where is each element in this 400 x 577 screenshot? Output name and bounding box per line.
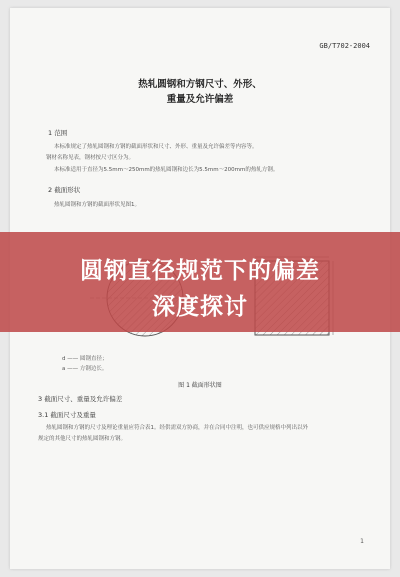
banner-title-line-1: 圆钢直径规范下的偏差 [80,258,320,284]
legend-d: d —— 圆钢直径； [62,356,108,362]
section-3-heading: 3 截面尺寸、重量及允许偏差 [38,395,123,403]
section-3-1-line: 规定的其他尺寸的热轧圆钢和方钢。 [38,436,127,442]
section-1-line: 本标准适用于直径为5.5mm～250mm的热轧圆钢和边长为5.5mm～200mm的热轧方钢。 [54,167,279,173]
section-2-line: 热轧圆钢和方钢的截面形状见图1。 [54,202,141,208]
section-1-line: 本标准规定了热轧圆钢和方钢的截面形状和尺寸、外形、重量及允许偏差等内容等。 [54,144,258,150]
document-title-line-2: 重量及允许偏差 [166,94,234,105]
section-3-1-heading: 3.1 截面尺寸及重量 [38,411,96,419]
section-3-1-line: 热轧圆钢和方钢的尺寸及理论重量应符合表1。经供需双方协商，并在合同中注明，也可供应规格中列出以外 [46,425,309,431]
document-title-line-1: 热轧圆钢和方钢尺寸、外形、 [138,79,262,90]
standard-code: GB/T702-2004 [319,42,370,50]
legend-a: a —— 方钢边长。 [62,366,108,372]
page-number: 1 [360,538,364,545]
section-1-line: 钢材名称见表，钢材按尺寸区分为。 [46,155,135,161]
title-banner [0,232,400,332]
banner-title-line-2: 深度探讨 [152,294,248,320]
figure-caption: 图 1 截面形状图 [178,382,222,389]
section-2-heading: 2 截面形状 [48,186,81,194]
section-1-heading: 1 范围 [48,129,68,137]
